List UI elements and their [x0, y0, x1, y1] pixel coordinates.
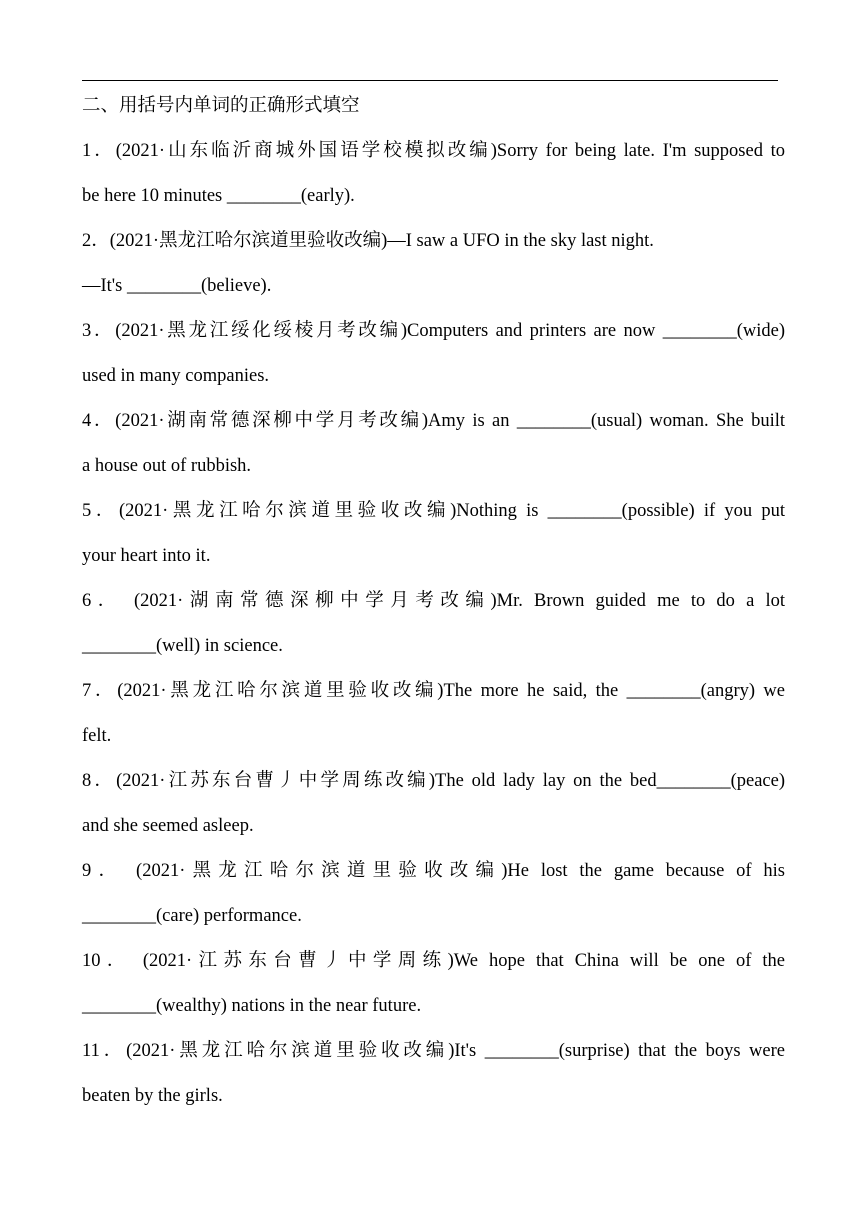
question-7-line-2: felt. — [82, 726, 112, 746]
question-2-line-2: —It's ________(believe). — [82, 276, 272, 296]
question-6-line-1: 6． (2021·湖南常德深柳中学月考改编)Mr. Brown guided me to do a lot — [82, 591, 785, 611]
question-4-line-1: 4．(2021·湖南常德深柳中学月考改编)Amy is an ________(usual) woman. She built — [82, 411, 785, 431]
question-11-line-1: 11．(2021·黑龙江哈尔滨道里验收改编)It's ________(surprise) that the boys were — [82, 1041, 785, 1061]
header-rule — [82, 80, 778, 81]
question-7-line-1: 7．(2021·黑龙江哈尔滨道里验收改编)The more he said, the ________(angry) we — [82, 681, 785, 701]
question-9-line-2: ________(care) performance. — [82, 906, 302, 926]
section-title: 二、用括号内单词的正确形式填空 — [82, 96, 360, 116]
question-1-line-2: be here 10 minutes ________(early). — [82, 186, 355, 206]
question-8-line-2: and she seemed asleep. — [82, 816, 254, 836]
question-4-line-2: a house out of rubbish. — [82, 456, 252, 476]
question-3-line-1: 3．(2021·黑龙江绥化绥棱月考改编)Computers and printers are now ________(wide) — [82, 321, 785, 341]
question-11-line-2: beaten by the girls. — [82, 1086, 223, 1106]
question-6-line-2: ________(well) in science. — [82, 636, 283, 656]
question-10-line-2: ________(wealthy) nations in the near future. — [82, 996, 422, 1016]
question-9-line-1: 9． (2021·黑龙江哈尔滨道里验收改编)He lost the game because of his — [82, 861, 785, 881]
question-3-line-2: used in many companies. — [82, 366, 270, 386]
question-1-line-1: 1．(2021·山东临沂商城外国语学校模拟改编)Sorry for being late. I'm supposed to — [82, 141, 785, 161]
question-8-line-1: 8．(2021·江苏东台曹丿中学周练改编)The old lady lay on the bed________(peace) — [82, 771, 785, 791]
question-5-line-2: your heart into it. — [82, 546, 211, 566]
question-10-line-1: 10． (2021·江苏东台曹丿中学周练)We hope that China will be one of the — [82, 951, 785, 971]
question-2-line-1: 2．(2021·黑龙江哈尔滨道里验收改编)—I saw a UFO in the sky last night. — [82, 231, 654, 251]
question-5-line-1: 5．(2021·黑龙江哈尔滨道里验收改编)Nothing is ________(possible) if you put — [82, 501, 785, 521]
